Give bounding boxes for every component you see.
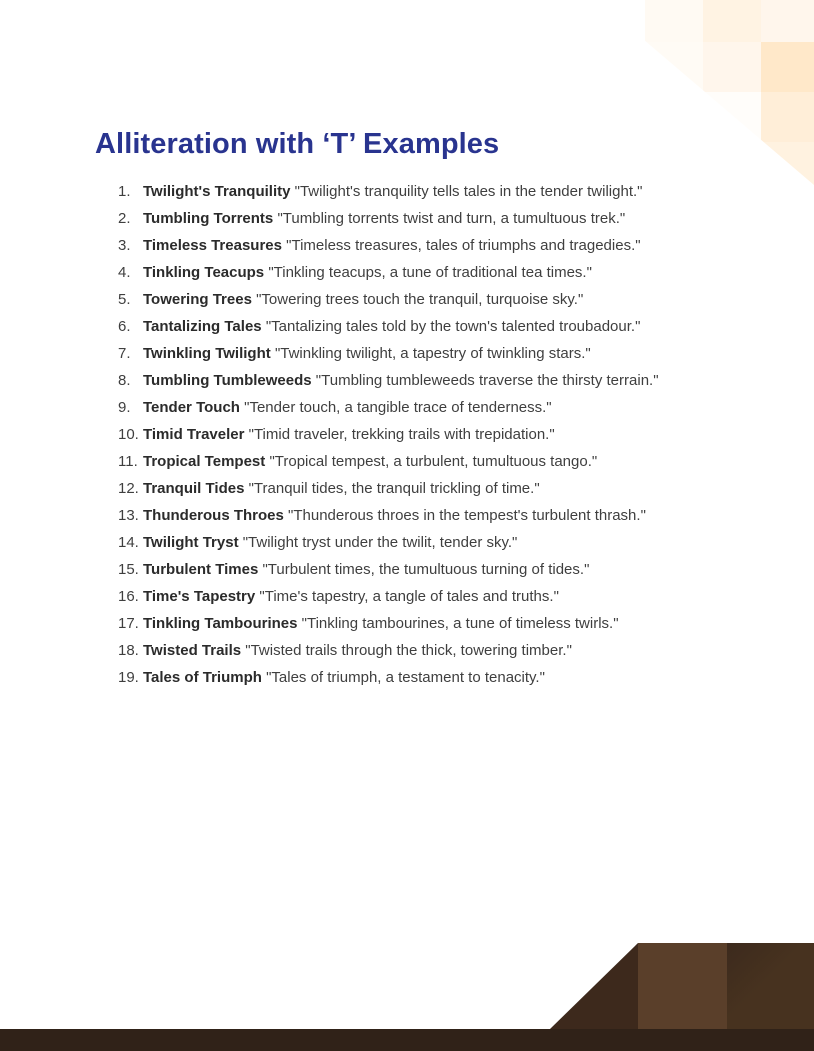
- list-item: [118, 286, 718, 313]
- item-example: "Tinkling teacups, a tune of traditional tea times.": [268, 264, 592, 281]
- item-term: Turbulent Times: [143, 561, 259, 578]
- item-number: 7.: [118, 345, 131, 362]
- item-number: 10.: [118, 426, 139, 443]
- item-term: Tumbling Torrents: [143, 210, 274, 227]
- item-term: Twilight's Tranquility: [143, 183, 291, 200]
- item-term: Thunderous Throes: [143, 507, 284, 524]
- list-item: [118, 232, 718, 259]
- item-example: "Twinkling twilight, a tapestry of twinkling stars.": [274, 345, 591, 362]
- item-number: 9.: [118, 399, 131, 416]
- item-number: 16.: [118, 588, 139, 605]
- list-item: [118, 421, 718, 448]
- list-item: [118, 178, 718, 205]
- item-example: "Time's tapestry, a tangle of tales and truths.": [259, 588, 559, 605]
- item-example: "Tumbling tumbleweeds traverse the thirsty terrain.": [315, 372, 659, 389]
- item-term: Tantalizing Tales: [143, 318, 262, 335]
- item-example: "Tumbling torrents twist and turn, a tumultuous trek.": [277, 210, 626, 227]
- item-term: Tropical Tempest: [143, 453, 266, 470]
- item-number: 13.: [118, 507, 139, 524]
- list-item: [118, 583, 718, 610]
- item-example: "Twilight tryst under the twilit, tender sky.": [242, 534, 518, 551]
- list-item: [118, 394, 718, 421]
- item-number: 12.: [118, 480, 139, 497]
- list-item: [118, 313, 718, 340]
- item-number: 5.: [118, 291, 131, 308]
- item-number: 2.: [118, 210, 131, 227]
- item-term: Tales of Triumph: [143, 669, 262, 686]
- item-example: "Timeless treasures, tales of triumphs and tragedies.": [286, 237, 641, 254]
- decorative-corner-bottom: [550, 943, 814, 1029]
- list-item: [118, 448, 718, 475]
- item-example: "Tinkling tambourines, a tune of timeless twirls.": [301, 615, 619, 632]
- list-item: [118, 610, 718, 637]
- list-item: [118, 556, 718, 583]
- item-term: Timid Traveler: [143, 426, 245, 443]
- item-number: 19.: [118, 669, 139, 686]
- item-example: "Tropical tempest, a turbulent, tumultuous tango.": [269, 453, 598, 470]
- item-example: "Tender touch, a tangible trace of tenderness.": [244, 399, 552, 416]
- item-example: "Twilight's tranquility tells tales in the tender twilight.": [294, 183, 643, 200]
- list-item: [118, 637, 718, 664]
- item-term: Twisted Trails: [143, 642, 242, 659]
- item-term: Tumbling Tumbleweeds: [143, 372, 312, 389]
- item-example: "Twisted trails through the thick, towering timber.": [245, 642, 572, 659]
- item-example: "Turbulent times, the tumultuous turning of tides.": [262, 561, 590, 578]
- item-example: "Tantalizing tales told by the town's talented troubadour.": [265, 318, 641, 335]
- list-item: [118, 502, 718, 529]
- item-number: 8.: [118, 372, 131, 389]
- page-title: Alliteration with ‘T’ Examples: [95, 128, 500, 160]
- item-number: 4.: [118, 264, 131, 281]
- list-item: [118, 340, 718, 367]
- item-number: 17.: [118, 615, 139, 632]
- item-term: Twilight Tryst: [143, 534, 239, 551]
- list-item: [118, 259, 718, 286]
- item-number: 15.: [118, 561, 139, 578]
- item-term: Time's Tapestry: [143, 588, 256, 605]
- item-number: 18.: [118, 642, 139, 659]
- item-term: Tender Touch: [143, 399, 240, 416]
- list-item: [118, 205, 718, 232]
- item-number: 3.: [118, 237, 131, 254]
- item-example: "Tranquil tides, the tranquil trickling of time.": [248, 480, 540, 497]
- item-term: Timeless Treasures: [143, 237, 282, 254]
- item-example: "Tales of triumph, a testament to tenacity.": [266, 669, 545, 686]
- list-item: [118, 664, 718, 691]
- item-number: 1.: [118, 183, 131, 200]
- item-term: Tinkling Tambourines: [143, 615, 298, 632]
- item-term: Towering Trees: [143, 291, 252, 308]
- item-example: "Thunderous throes in the tempest's turbulent thrash.": [288, 507, 646, 524]
- list-item: [118, 475, 718, 502]
- decorative-corner-top: [645, 0, 814, 185]
- item-term: Tranquil Tides: [143, 480, 245, 497]
- list-item: [118, 529, 718, 556]
- item-number: 11.: [118, 453, 138, 470]
- item-term: Tinkling Teacups: [143, 264, 265, 281]
- item-number: 14.: [118, 534, 139, 551]
- item-number: 6.: [118, 318, 131, 335]
- footer-band: [0, 1029, 814, 1051]
- item-example: "Timid traveler, trekking trails with trepidation.": [248, 426, 555, 443]
- item-example: "Towering trees touch the tranquil, turquoise sky.": [256, 291, 584, 308]
- item-term: Twinkling Twilight: [143, 345, 271, 362]
- examples-list: [118, 178, 718, 691]
- list-item: [118, 367, 718, 394]
